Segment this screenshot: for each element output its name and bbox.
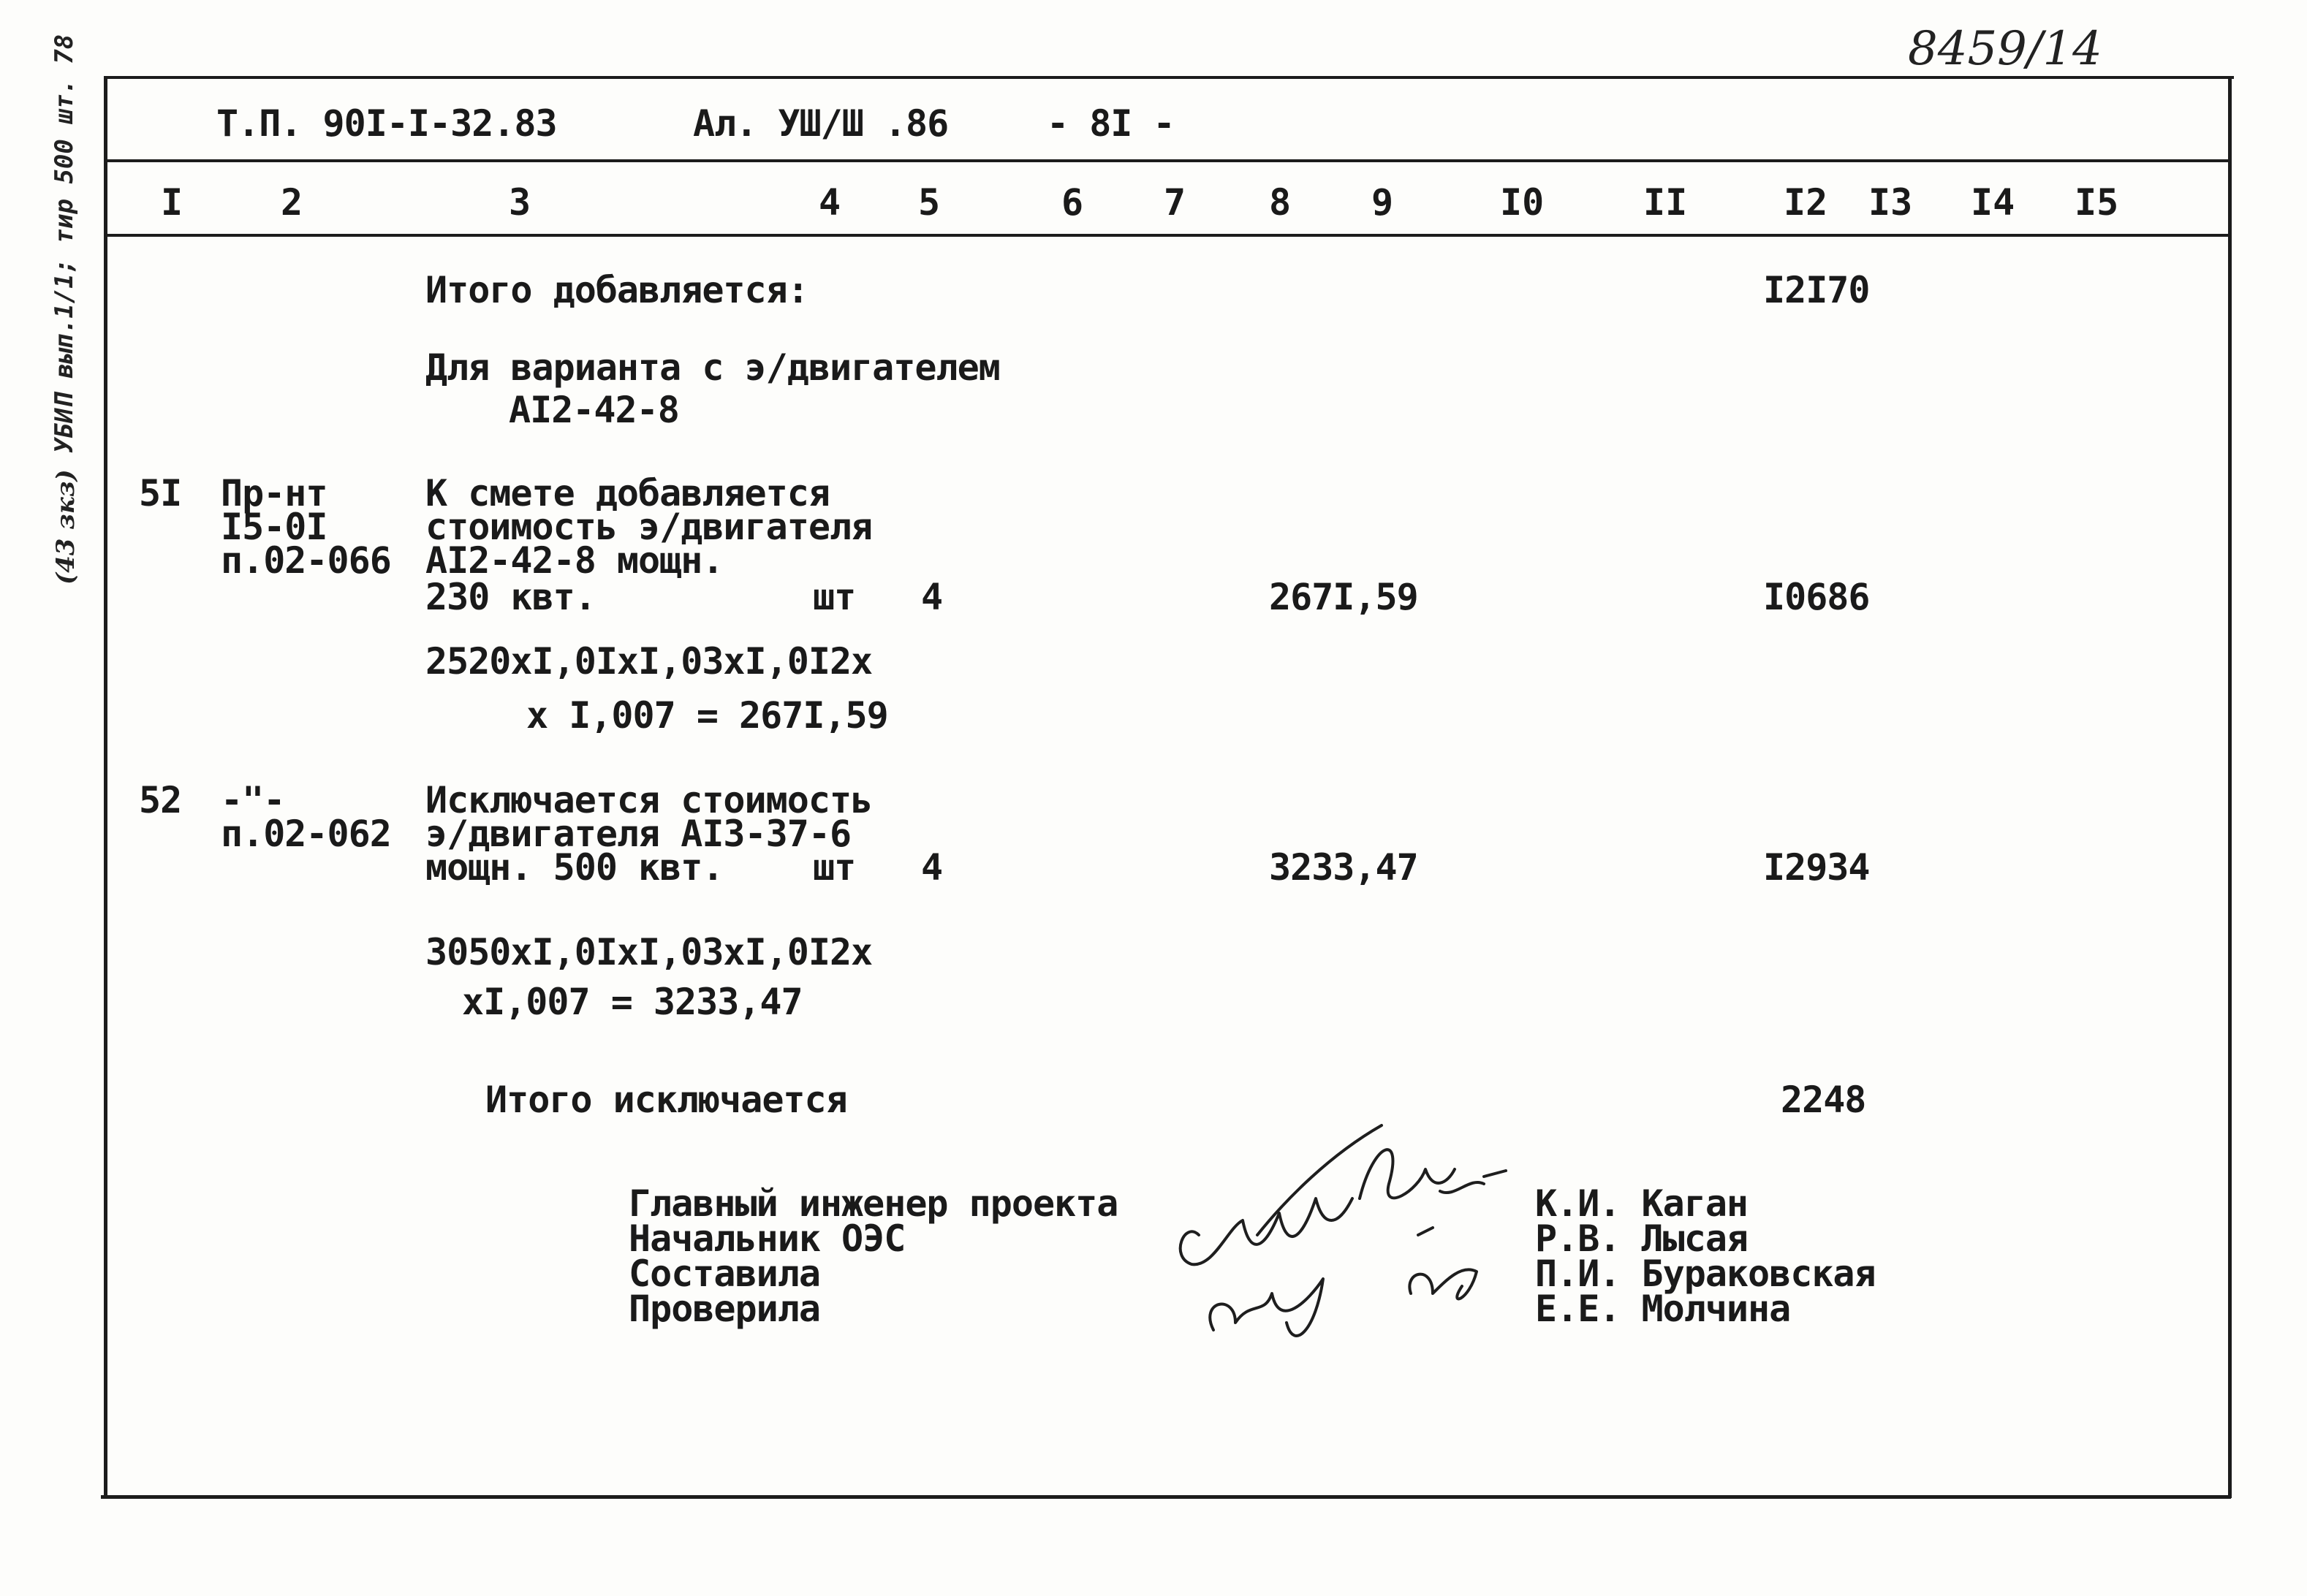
item-ref-line: Пр-нт: [221, 472, 327, 514]
item-desc-line: К смете добавляется: [425, 472, 830, 514]
item-desc-line: стоимость э/двигателя: [425, 506, 873, 548]
variant-line-2: AI2-42-8: [509, 389, 679, 431]
item-price: 3233,47: [1269, 846, 1418, 889]
item-number: 5I: [139, 472, 182, 514]
item-calc-line: 2520хI,0IхI,03хI,0I2х: [425, 640, 873, 683]
col-12: I2: [1784, 181, 1828, 224]
frame-left: [104, 76, 107, 1498]
col-2: 2: [281, 181, 303, 224]
signer-role: Главный инженер проекта: [629, 1182, 1118, 1225]
signer-name: К.И. Каган: [1535, 1182, 1749, 1225]
col-7: 7: [1164, 181, 1186, 224]
item-ref-line: п.02-066: [221, 539, 391, 582]
frame-top: [107, 76, 2234, 79]
item-price: 267I,59: [1269, 576, 1418, 618]
col-5: 5: [918, 181, 941, 224]
totals-added-value: I2I70: [1763, 269, 1870, 311]
item-ref-line: I5-0I: [221, 506, 327, 548]
signer-name: Р.В. Лысая: [1535, 1217, 1749, 1260]
item-calc-line: хI,007 = 3233,47: [462, 981, 803, 1023]
variant-line-1: Для варианта с э/двигателем: [425, 346, 1000, 389]
item-qty: 4: [921, 576, 943, 618]
col-1: I: [161, 181, 183, 224]
item-desc-line: Исключается стоимость: [425, 779, 873, 821]
header-album: Ал. УШ/Ш .86: [693, 102, 949, 145]
signer-role: Начальник ОЭС: [629, 1217, 906, 1260]
totals-excluded-label: Итого исключается: [485, 1079, 847, 1121]
totals-added-label: Итого добавляется:: [425, 269, 808, 311]
document-number: 8459/14: [1908, 22, 2102, 76]
item-desc-line: AI2-42-8 мощн.: [425, 539, 724, 582]
column-rule: [107, 234, 2230, 237]
item-calc-line: 3050хI,0IхI,03хI,0I2х: [425, 931, 873, 973]
item-ref-line: п.02-062: [221, 813, 391, 855]
col-3: 3: [509, 181, 531, 224]
col-4: 4: [819, 181, 841, 224]
item-desc-line: э/двигателя AI3-37-6: [425, 813, 852, 855]
col-13: I3: [1868, 181, 1913, 224]
side-note-1: УБИП вып.1/1; тир 500 шт. 78: [50, 34, 79, 453]
totals-excluded-value: 2248: [1781, 1079, 1866, 1121]
signer-name: Е.Е. Молчина: [1535, 1288, 1791, 1330]
col-11: II: [1643, 181, 1688, 224]
item-total: I2934: [1763, 846, 1870, 889]
item-number: 52: [139, 779, 182, 821]
col-15: I5: [2075, 181, 2119, 224]
signer-name: П.И. Бураковская: [1535, 1253, 1876, 1295]
item-unit: шт: [813, 576, 856, 618]
item-unit: шт: [813, 846, 856, 889]
item-calc-line: х I,007 = 267I,59: [526, 694, 888, 737]
header-tp: Т.П. 90I-I-32.83: [216, 102, 557, 145]
item-total: I0686: [1763, 576, 1870, 618]
col-8: 8: [1269, 181, 1292, 224]
col-10: I0: [1500, 181, 1545, 224]
frame-right: [2228, 76, 2232, 1498]
header-rule: [107, 159, 2230, 162]
signer-role: Проверила: [629, 1288, 820, 1330]
item-ref-line: -"-: [221, 779, 285, 821]
frame-bottom: [101, 1495, 2231, 1499]
col-14: I4: [1971, 181, 2015, 224]
signer-role: Составила: [629, 1253, 820, 1295]
item-desc-line: 230 квт.: [425, 576, 596, 618]
header-page: - 8I -: [1047, 102, 1175, 145]
item-desc-line: мощн. 500 квт.: [425, 846, 724, 889]
side-note-2: (43 зкз): [51, 469, 80, 585]
handwritten-signature: [1140, 1111, 1520, 1374]
col-6: 6: [1061, 181, 1084, 224]
col-9: 9: [1371, 181, 1394, 224]
item-qty: 4: [921, 846, 943, 889]
